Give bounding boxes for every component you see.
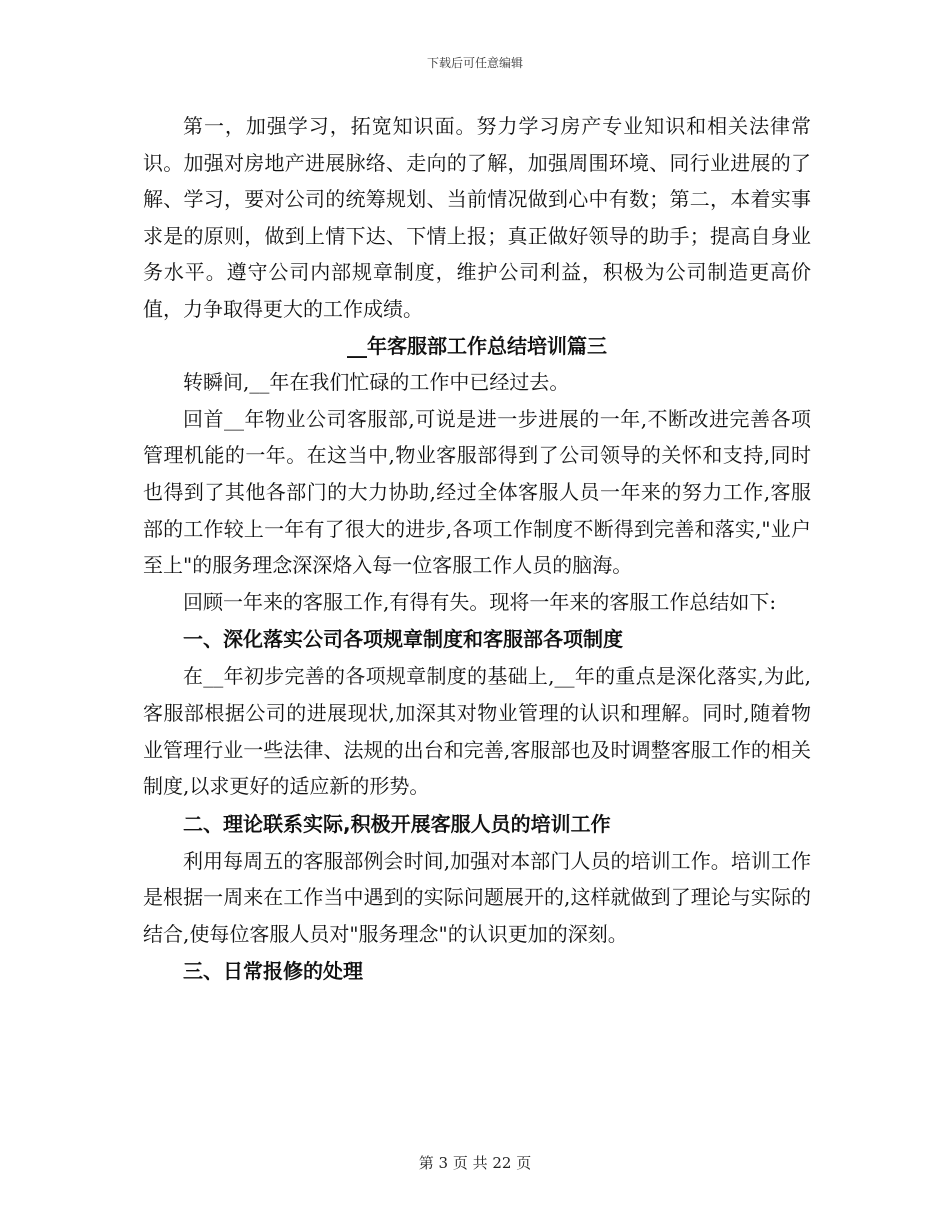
page-number: 第 3 页 共 22 页 <box>418 1154 532 1172</box>
heading-training: 二、理论联系实际,积极开展客服人员的培训工作 <box>183 811 611 836</box>
section-title: __年客服部工作总结培训篇三 <box>347 333 607 358</box>
paragraph-study: 第一，加强学习，拓宽知识面。努力学习房产专业知识和相关法律常识。加强对房地产进展脉络、走向的了解，加强周围环境、同行业进展的了解、学习，要对公司的统筹规划、当前情况做到心中有数；第二，本着实事求是的原则，做到上情下达、下情上报；真正做好领导的助手；提高自身业务水平。遵守公司内部规章制度，维护公司利益，积极为公司制造更高价值，力争取得更大的工作成绩。 <box>143 114 811 321</box>
heading-rules: 一、深化落实公司各项规章制度和客服部各项制度 <box>183 627 623 652</box>
heading-repairs: 三、日常报修的处理 <box>183 959 363 984</box>
paragraph-intro: 转瞬间,__年在我们忙碌的工作中已经过去。 <box>183 370 570 395</box>
document-body <box>143 108 811 990</box>
paragraph-review: 回首__年物业公司客服部,可说是进一步进展的一年,不断改进完善各项管理机能的一年。在这当中,物业客服部得到了公司领导的关怀和支持,同时也得到了其他各部门的大力协助,经过全体客服人员一年来的努力工作,客服部的工作较上一年有了很大的进步,各项工作制度不断得到完善和落实,"业户至上"的服务理念深深烙入每一位客服工作人员的脑海。 <box>143 406 811 578</box>
page-header-note: 下载后可任意编辑 <box>426 56 523 70</box>
paragraph-summary-intro: 回顾一年来的客服工作,有得有失。现将一年来的客服工作总结如下: <box>183 589 777 614</box>
paragraph-training: 利用每周五的客服部例会时间,加强对本部门人员的培训工作。培训工作是根据一周来在工作当中遇到的实际问题展开的,这样就做到了理论与实际的结合,使每位客服人员对"服务理念"的认识更加的深刻。 <box>143 848 811 946</box>
paragraph-rules: 在__年初步完善的各项规章制度的基础上,__年的重点是深化落实,为此,客服部根据公司的进展现状,加深其对物业管理的认识和理解。同时,随着物业管理行业一些法律、法规的出台和完善,客服部也及时调整客服工作的相关制度,以求更好的适应新的形势。 <box>143 664 811 799</box>
